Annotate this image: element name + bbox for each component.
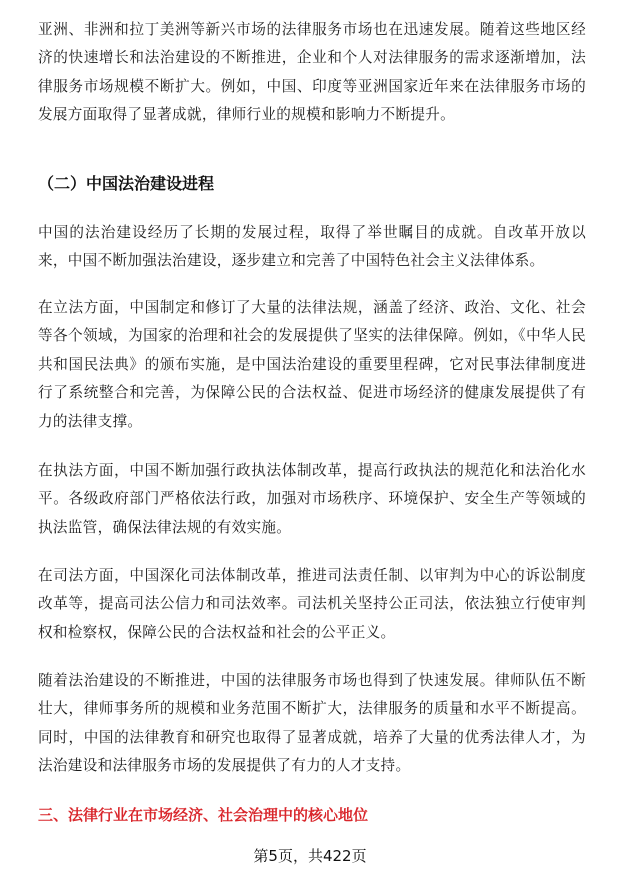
chapter-heading-legal-industry: 三、法律行业在市场经济、社会治理中的核心地位 xyxy=(38,806,369,824)
page-number-footer: 第5页，共422页 xyxy=(253,847,367,865)
paragraph-law-enforcement: 在执法方面，中国不断加强行政执法体制改革，提高行政执法的规范化和法治化水平。各级政府部门严格依法行政，加强对市场秩序、环境保护、安全生产等领域的执法监管，确保法律法规的有效实施。 xyxy=(38,462,586,536)
paragraph-judiciary: 在司法方面，中国深化司法体制改革，推进司法责任制、以审判为中心的诉讼制度改革等，提高司法公信力和司法效率。司法机关坚持公正司法，依法独立行使审判权和检察权，保障公民的合法权益和社会的公平正义。 xyxy=(38,567,586,641)
paragraph-emerging-markets: 亚洲、非洲和拉丁美洲等新兴市场的法律服务市场也在迅速发展。随着这些地区经济的快速增长和法治建设的不断推进，企业和个人对法律服务的需求逐渐增加，法律服务市场规模不断扩大。例如，中国、印度等亚洲国家近年来在法律服务市场的发展方面取得了显著成就，律师行业的规模和影响力不断提升。 xyxy=(38,21,586,124)
paragraph-legal-services-growth: 随着法治建设的不断推进，中国的法律服务市场也得到了快速发展。律师队伍不断壮大，律师事务所的规模和业务范围不断扩大，法律服务的质量和水平不断提高。同时，中国的法律教育和研究也取得了显著成就，培养了大量的优秀法律人才，为法治建设和法律服务市场的发展提供了有力的人才支持。 xyxy=(38,672,586,775)
paragraph-legislation: 在立法方面，中国制定和修订了大量的法律法规，涵盖了经济、政治、文化、社会等各个领域，为国家的治理和社会的发展提供了坚实的法律保障。例如，《中华人民共和国民法典》的颁布实施，是中国法治建设的重要里程碑，它对民事法律制度进行了系统整合和完善，为保障公民的合法权益、促进市场经济的健康发展提供了有力的法律支撑。 xyxy=(38,299,586,430)
section-heading-china-rule-of-law: （二）中国法治建设进程 xyxy=(38,174,215,193)
paragraph-rule-of-law-intro: 中国的法治建设经历了长期的发展过程，取得了举世瞩目的成就。自改革开放以来，中国不断加强法治建设，逐步建立和完善了中国特色社会主义法律体系。 xyxy=(38,224,586,270)
